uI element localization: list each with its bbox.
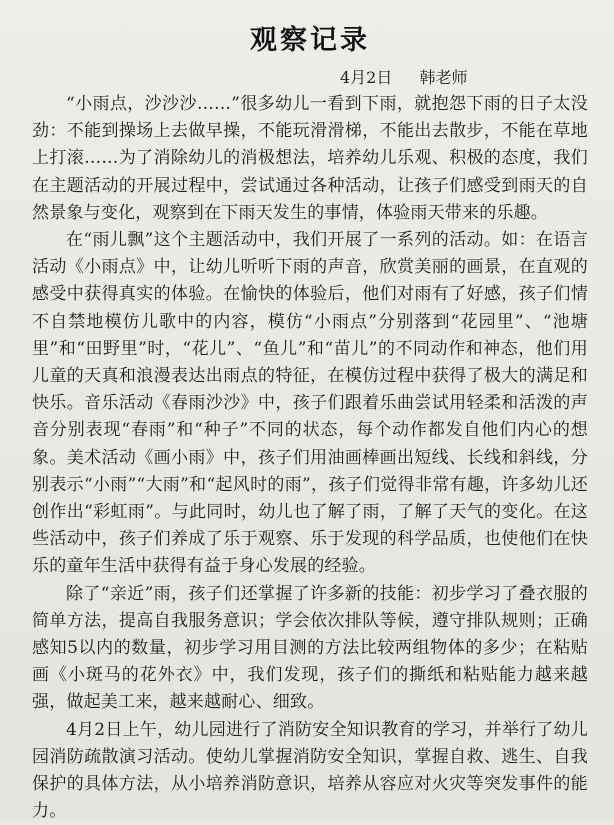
paragraph-intro: “小雨点，沙沙沙……”很多幼儿一看到下雨，就抱怨下雨的日子太没劲：不能到操场上去做早操，不能玩滑滑梯，不能出去散步，不能在草地上打滚……为了消除幼儿的消极想法，培养幼儿乐观、积极的态度，我们在主题活动的开展过程中，尝试通过各种活动，让孩子们感受到雨天的自然景象与变化，观察到在下雨天发生的事情，体验雨天带来的乐趣。 — [32, 94, 588, 223]
record-meta — [32, 67, 588, 89]
page-title: 观察记录 — [250, 25, 370, 56]
record-date: 4月2日 — [340, 68, 393, 87]
record-author: 韩老师 — [419, 68, 468, 87]
paragraph-fire-safety: 4月2日上午，幼儿园进行了消防安全知识教育的学习，并举行了幼儿园消防疏散演习活动。使幼儿掌握消防安全知识，掌握自救、逃生、自我保护的具体方法，从小培养消防意识，培养从容应对火灾等突发事件的能力。 — [32, 719, 588, 822]
paragraph-skills: 除了“亲近”雨，孩子们还掌握了许多新的技能：初步学习了叠衣服的简单方法，提高自我服务意识；学会依次排队等候，遵守排队规则；正确感知5以内的数量，初步学习用目测的方法比较两组物体的多少；在粘贴画《小斑马的花外衣》中，我们发现，孩子们的撕纸和粘贴能力越来越强，做起美工来，越来越耐心、细致。 — [32, 583, 588, 713]
paragraph-activities: 在“雨儿飘”这个主题活动中，我们开展了一系列的活动。如：在语言活动《小雨点》中，让幼儿听听下雨的声音，欣赏美丽的画景，在直观的感受中获得真实的体验。在愉快的体验后，他们对雨有了好感，孩子们情不自禁地模仿儿歌中的内容，模仿“小雨点”分别落到“花园里”、“池塘里”和“田野里”时，“花儿”、“鱼儿”和“苗儿”的不同动作和神态，他们用儿童的天真和浪漫表达出雨点的特征，在模仿过程中获得了极大的满足和快乐。音乐活动《春雨沙沙》中，孩子们跟着乐曲尝试用轻柔和活泼的声音分别表现“春雨”和“种子”不同的状态，每个动作都发自他们内心的想象。美术活动《画小雨》中，孩子们用油画棒画出短线、长线和斜线，分别表示“小雨”“大雨”和“起风时的雨”，孩子们觉得非常有趣，许多幼儿还创作出“彩虹雨”。与此同时，幼儿也了解了雨，了解了天气的变化。在这些活动中，孩子们养成了乐于观察、乐于发现的科学品质，也使他们在快乐的童年生活中获得有益于身心发展的经验。 — [32, 230, 588, 577]
